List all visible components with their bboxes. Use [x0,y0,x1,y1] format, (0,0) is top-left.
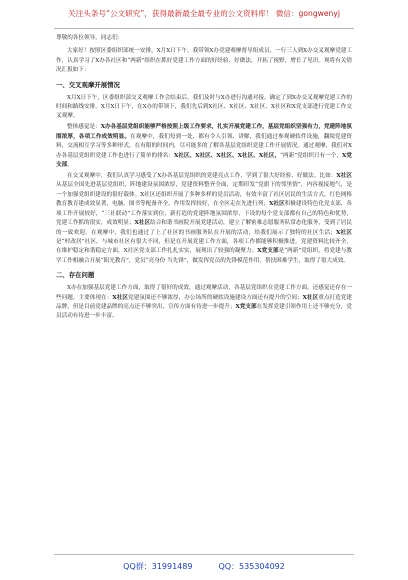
problem-text-1: 党建氛围还不够浓厚，办公场所的硬软设施建设方面还有提升的空间； [127,294,303,301]
problem-community-1: X社区 [112,294,128,301]
problem-text-2: 重点打造党建品牌，但是目前党建品牌的亮点还不够突出，宣传方面有待进一步提升； [56,294,352,310]
qq-group-contact: QQ群：31991489 [123,562,193,571]
highlight-community-4: X社区 [335,229,352,236]
promo-banner: 关注头条号“公文研究”，获得最新最全最专业的公文资料库！ 微信：gongwenyj [68,9,340,18]
document-body [56,34,352,550]
impression-body: 在观摩中，我们每到一处，都有令人引领、讲解，我们通过参观硬软件设施，翻阅党建资料，交流相互学习等多种形式，在有限的时间内，尽可能多的了解各基层党组织党建工作开展情况。通过观摩，我们对X办各基层党组织党建工作也进行了简单的排名： [56,133,352,159]
highlight-community-1: X社区 [336,173,352,180]
problem-text-3: 在发挥党建引领作用上还不够充分，党员活动有待进一步丰富、 [56,303,352,320]
highlight-text-3: 结合和谐书画院开展党建活动，建立了解密难志愿服务队常态化服务，受到了居民的一致欢迎。在观摩中，我们也通过了上了社区的书画服务队在开展的活动，给我们展示了独特的社区生活； [56,220,352,236]
section-heading-problems: 二、存在问题 [56,271,95,280]
problems-paragraph [56,284,352,322]
highlights-intro: 在交叉观摩中，我们认真学习感受了X办各基层党组织的党建亮点工作，学到了很大好经验、好做法。比如： [67,173,337,180]
ranking-party-branch: X党支部 [56,152,352,169]
intro-paragraph: 大家好！按照区委组织部统一安排，X月X日下午，我带领X办党建观摩督导组成员，一行三人到X办交叉观摩党建工作，认真学习了X办各社区和“两新”组织在抓好党建工作方面的好经验、好做法，开拓了视野，增长了见识。现将有关情况汇报如下： [56,48,352,74]
ranking-end: 。 [67,162,73,169]
highlight-party-branch: X党支部 [257,248,279,255]
highlight-community-3: X社区 [134,220,151,227]
impression-lead: 整体感觉是： [67,124,101,131]
problem-party-branch: X党支部 [235,303,257,310]
highlight-text-1: 从基层全国先进基层党组织，阵地建设氛围浓厚，党建资料整齐全面，定期印发“党旗下的邻里情”，内容视接地气，是一个加强党组织建设的很好载体。X社区还组织开展了多种多样的党员活动，有效丰富了社区居民的生活方式，红色网格教育教育建成效显著，电脑、图书等配备齐全，作用发挥较好，在全区走在先进行列； [56,182,352,208]
footer-rule [54,554,354,555]
highlight-text-5: 是“两新”党组织，将党建与教学工作相融合开展“阳光教育”，党员“亮身份 当先锋”，做发挥党员的先锋模范作用，帮扶困难学生，取得了很大成效。 [56,248,352,264]
ranking-list: X社区、X社区、X社区、X社区、X社区， [173,152,281,159]
ranking-tail: “两新”党组织只有一个， [280,152,343,159]
contact-footer [0,558,408,576]
problem-community-2: X社区 [302,294,319,301]
header-rule [54,28,354,29]
section-heading-overview: 一、交叉观摩开展情况 [56,80,120,89]
overview-paragraph-highlights [56,172,352,266]
highlight-community-2: X社区 [269,201,285,208]
overview-paragraph-impression [56,123,352,170]
highlight-text-4: 是“村改居”社区，与城市社区有很大不同，但是在开展党建工作方面，各项工作都能够积极推进，党建资料比较齐全，在维护稳定和谐稳定方面，X社区党支部工作扎扎实实，展现出了较强的凝聚力； [56,238,352,255]
qq-contact: QQ：535304092 [218,562,285,571]
highlight-text-2: 积极建设特色化党支部，各项工作开展较好，“三社联动”工作落实到位，新打造的党建阵地氛围浓厚，下设的每个党支部都有自己的特色和优势，党建工作抓的很实，成效明显； [56,201,352,227]
impression-summary: X办各基层党组织能够严格按照上级工作要求，扎实开展党建工作，基层党组织坚强有力，党建阵地氛围浓厚，各项工作成效明显。 [56,124,352,140]
salutation: 尊敬的各位领导，同志们： [56,35,124,41]
overview-paragraph-schedule: X月X日下午，区委组织部交叉观摩工作会结束后，我们及时与X办进行沟通对接，确定了到X办交叉观摩党建工作的时间和路线安排。X月X日下午，在X办的带领下，我们先后到X社区、X社区、X社区、X社区和X党支部进行党建工作交叉观摩。 [56,94,352,120]
problems-intro: X办在加强基层党建工作方面，取得了很好的成效，通过观摩活动，各基层党组织在党建工作方面，还感觉还存在一些问题。主要体现在： [56,285,352,301]
